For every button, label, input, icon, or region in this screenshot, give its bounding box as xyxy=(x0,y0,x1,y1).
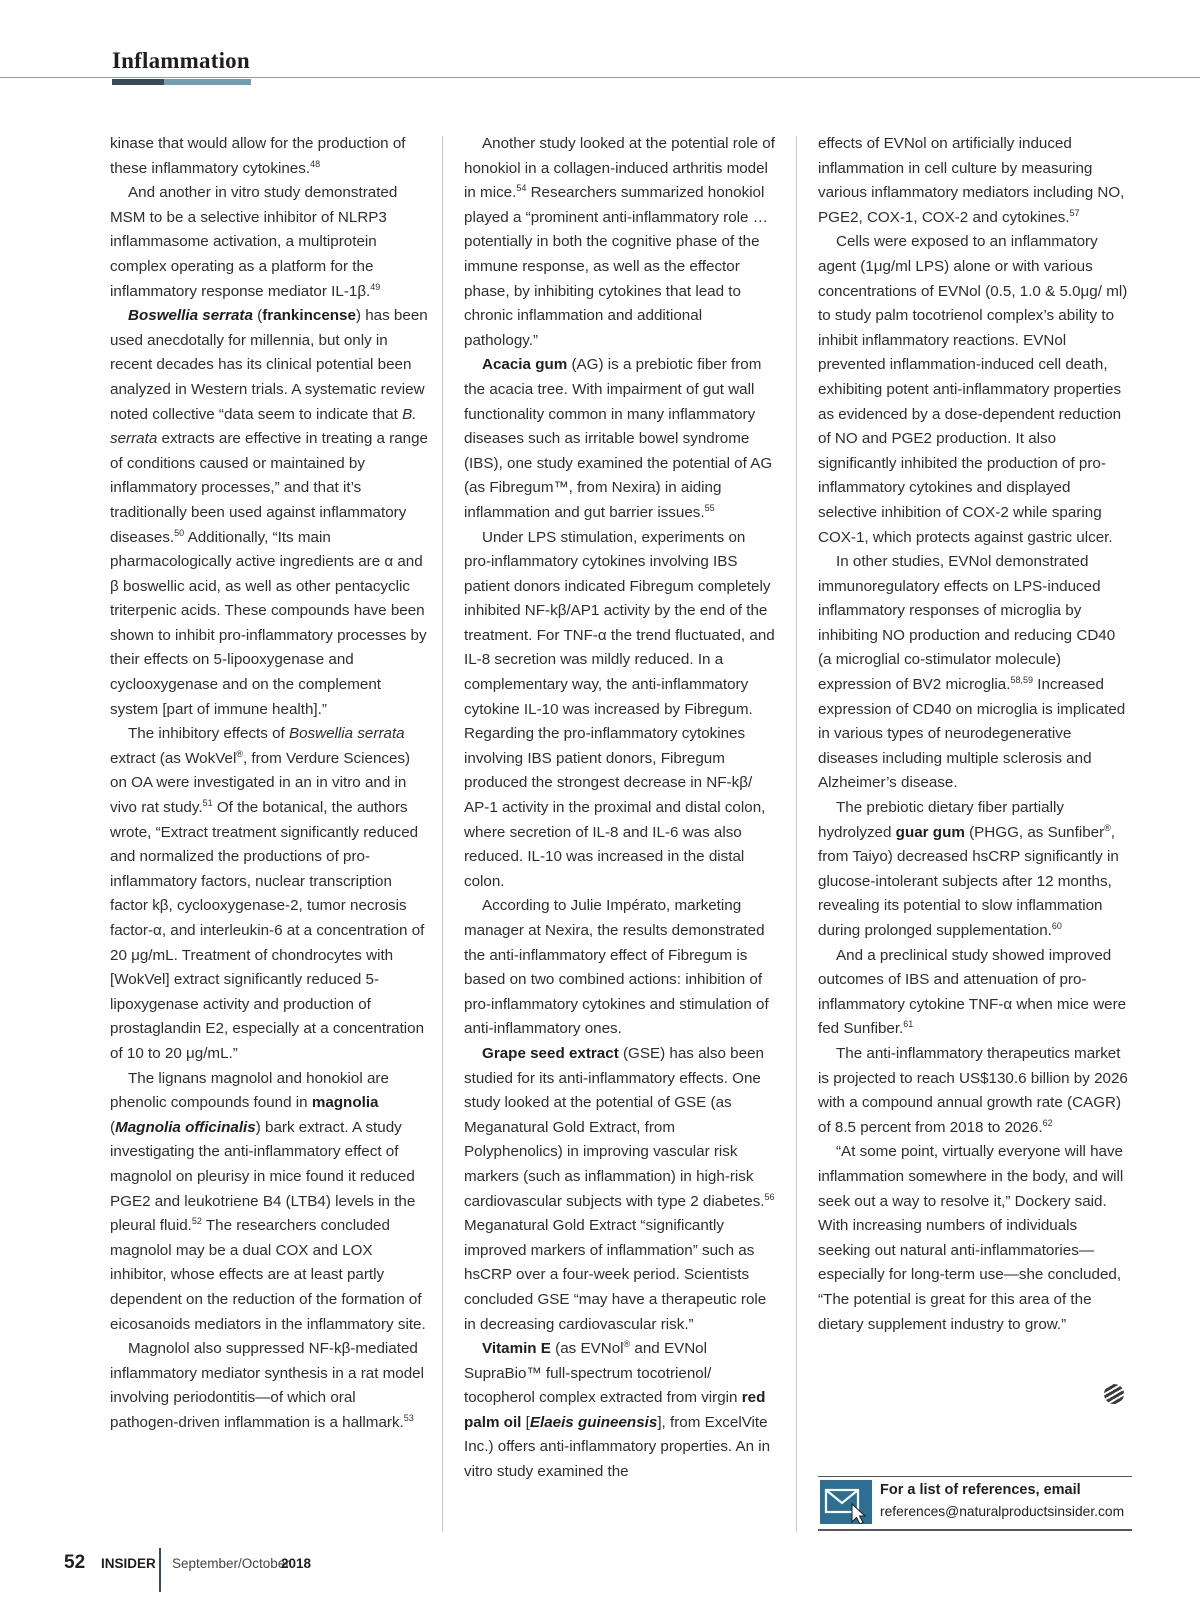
footnote-ref: 57 xyxy=(1069,207,1080,218)
paragraph xyxy=(818,1140,1130,1337)
paragraph-text: effects of EVNol on artificially induced inflammation in cell culture by measuring various inflammatory mediators including NO, PGE2, COX-1, COX-2 and cytokines. xyxy=(818,135,1125,226)
footnote-ref: 54 xyxy=(516,183,527,194)
footnote-ref: 62 xyxy=(1042,1117,1053,1128)
paragraph xyxy=(110,132,428,181)
title-accent-bar-light xyxy=(164,79,251,85)
ingredient-term: magnolia xyxy=(311,1094,379,1112)
reference-email[interactable]: references@naturalproductsinsider.com xyxy=(880,1504,1125,1519)
species-name: Boswellia serrata xyxy=(288,725,405,743)
registered-mark: ® xyxy=(236,748,243,759)
paragraph xyxy=(464,353,776,525)
paragraph xyxy=(464,1042,776,1337)
paragraph-text: Another study looked at the potential role of honokiol in a collagen-induced arthritis model in mice. xyxy=(464,135,775,202)
column-divider xyxy=(796,136,797,1532)
paragraph-text: extract (as WokVel xyxy=(110,749,237,767)
footnote-ref: 56 xyxy=(764,1191,775,1202)
paragraph-text: Of the botanical, the authors wrote, “Extract treatment significantly reduced and normalized the productions of pro-inflammatory factors, nuclear transcription factor kβ, cyclooxygenase-2, tumor necrosis factor-α, and interleukin-6 at a concentration of 20 μg/mL. Treatment of chondrocytes with [WokVel] extract significantly reduced 5-lipoxygenase activity and production of prostaglandin E2, especially at a concentration of 10 to 20 μg/mL.” xyxy=(110,799,425,1062)
paragraph xyxy=(818,1042,1130,1140)
header-rule xyxy=(0,77,1200,78)
paragraph-text: ], from ExcelVite Inc.) offers anti-inflammatory properties. An in vitro study examined the xyxy=(464,1413,771,1481)
footnote-ref: 51 xyxy=(202,797,213,808)
paragraph xyxy=(818,796,1130,944)
paragraph-text: Meganatural Gold Extract “significantly improved markers of inflammation” such as hsCRP over a four-week period. Scientists concluded GSE “may have a therapeutic role in decreasing cardiovascular risk.” xyxy=(464,1217,767,1333)
page-number: 52 xyxy=(64,1552,86,1573)
paragraph-text: (AG) is a prebiotic fiber from the acacia tree. With impairment of gut wall functionality common in many inflammatory diseases such as irritable bowel syndrome (IBS), one study examined the potential of AG (as Fibregum™, from Nexira) in aiding inflammation and gut barrier issues. xyxy=(464,356,773,521)
ingredient-term: Boswellia serrata xyxy=(128,307,253,325)
paragraph-text: In other studies, EVNol demonstrated immunoregulatory effects on LPS-induced inflammatory responses of microglia by inhibiting NO production and reducing CD40 (a microglial co-stimulator molecule) expression of BV2 microglia. xyxy=(818,553,1116,694)
paragraph-text: Cells were exposed to an inflammatory agent (1μg/ml LPS) alone or with various concentrations of EVNol (0.5, 1.0 & 5.0μg/ ml) to study palm tocotrienol complex’s ability to inhibit inflammatory reactions. EVNol prevented inflammation-induced cell death, exhibiting potent anti-inflammatory properties as evidenced by a dose-dependent reduction of NO and PGE2 production. It also significantly inhibited the production of pro-inflammatory cytokines and displayed selective inhibition of COX-2 while sparing COX-1, which protects against gastric ulcer. xyxy=(818,233,1128,546)
paragraph-text: kinase that would allow for the production of these inflammatory cytokines. xyxy=(110,135,406,177)
footnote-ref: 58,59 xyxy=(1010,675,1033,685)
paragraph-text: ( xyxy=(252,307,263,325)
paragraph xyxy=(818,230,1130,550)
paragraph-text: , from Verdure Sciences) on OA were investigated in an in vitro and in vivo rat study. xyxy=(110,749,411,817)
paragraph xyxy=(818,944,1130,1042)
species-name: Elaeis guineensis xyxy=(529,1413,658,1431)
paragraph-text: The lignans magnolol and honokiol are phenolic compounds found in xyxy=(110,1069,389,1112)
callout-line-1: For a list of references, email xyxy=(880,1482,1081,1498)
magazine-name: INSIDER xyxy=(101,1556,156,1571)
paragraph-text: Additionally, “Its main pharmacologically active ingredients are α and β boswellic acid, as well as other pentacyclic triterpenic acids. These compounds have been shown to inhibit pro-inflammatory processes by their effects on 5-lipooxygenase and cyclooxygenase and on the complement system [part of immune health].” xyxy=(110,528,427,718)
paragraph-text: (as EVNol xyxy=(550,1340,624,1358)
text-column-1 xyxy=(110,132,428,1435)
footnote-ref: 52 xyxy=(191,1216,202,1227)
issue-year: 2018 xyxy=(281,1556,312,1571)
registered-mark: ® xyxy=(623,1339,631,1350)
paragraph xyxy=(464,1337,776,1485)
footnote-ref: 50 xyxy=(174,527,185,538)
paragraph-text: , from Taiyo) decreased hsCRP significantly in glucose-intolerant subjects after 12 months, revealing its potential to slow inflammation during prolonged supplementation. xyxy=(818,823,1119,939)
text-column-3 xyxy=(818,132,1130,1337)
footnote-ref: 55 xyxy=(704,502,715,513)
paragraph-text: The anti-inflammatory therapeutics market is projected to reach US$130.6 billion by 2026 with a compound annual growth rate (CAGR) of 8.5 percent from 2018 to 2026. xyxy=(818,1044,1128,1136)
callout-rule-top xyxy=(818,1476,1132,1477)
end-of-article-icon xyxy=(1104,1384,1124,1404)
column-divider xyxy=(442,136,443,1532)
section-title: Inflammation xyxy=(112,48,250,73)
footnote-ref: 60 xyxy=(1051,920,1062,931)
paragraph-text: ( xyxy=(110,1118,116,1136)
paragraph-text: and EVNol SupraBio™ full-spectrum tocotrienol/ tocopherol complex extracted from virgin xyxy=(464,1340,742,1407)
footnote-ref: 48 xyxy=(310,158,321,169)
paragraph-text: According to Julie Impérato, marketing manager at Nexira, the results demonstrated the anti-inflammatory effect of Fibregum is based on two combined actions: inhibition of pro-inflammatory cytokines and stimulation of anti-inflammatory ones. xyxy=(464,897,769,1038)
paragraph xyxy=(818,550,1130,796)
paragraph xyxy=(110,181,428,304)
footnote-ref: 49 xyxy=(370,281,381,292)
paragraph-text: (GSE) has also been studied for its anti-inflammatory effects. One study looked at the potential of GSE (as Meganatural Gold Extract, from Polyphenolics) in improving vascular risk markers (such as inflammation) in high-risk cardiovascular subjects with type 2 diabetes. xyxy=(464,1044,765,1210)
paragraph-text: The inhibitory effects of xyxy=(128,725,289,743)
title-accent-bar-dark xyxy=(112,79,164,85)
callout-rule-bottom xyxy=(818,1529,1132,1531)
species-name: Magnolia officinalis xyxy=(115,1118,256,1136)
ingredient-term: Vitamin E xyxy=(482,1340,551,1358)
paragraph xyxy=(110,722,428,1066)
species-name: B. serrata xyxy=(110,405,417,448)
references-callout xyxy=(818,1476,1132,1532)
text-column-2 xyxy=(464,132,776,1485)
paragraph-text: And another in vitro study demonstrated MSM to be a selective inhibitor of NLRP3 inflammasome activation, a multiprotein complex operating as a platform for the inflammatory response mediator IL-1β. xyxy=(110,184,398,300)
ingredient-term: frankincense xyxy=(262,307,356,325)
issue-label: September/October xyxy=(172,1556,290,1571)
footnote-ref: 53 xyxy=(403,1412,414,1423)
paragraph-text: ) bark extract. A study investigating the anti-inflammatory effect of magnolol on pleurisy in mice found it reduced PGE2 and leukotriene B4 (LTB4) levels in the pleural fluid. xyxy=(110,1118,416,1235)
paragraph-text: Increased expression of CD40 on microglia is implicated in various types of neurodegenerative diseases including multiple sclerosis and Alzheimer’s disease. xyxy=(818,676,1126,792)
paragraph-text: Magnolol also suppressed NF-kβ-mediated inflammatory mediator synthesis in a rat model involving periodontitis—of which oral pathogen-driven inflammation is a hallmark. xyxy=(110,1340,424,1431)
paragraph-text: (PHGG, as Sunfiber xyxy=(964,823,1105,841)
paragraph-text: Under LPS stimulation, experiments on pro-inflammatory cytokines involving IBS patient donors indicated Fibregum completely inhibited NF-kβ/AP1 activity by the end of the treatment. For TNF-α the trend fluctuated, and IL-8 secretion was mildly reduced. In a complementary way, the anti-inflammatory cytokine IL-10 was increased by Fibregum. Regarding the pro-inflammatory cytokines involving IBS patient donors, Fibregum produced the strongest decrease in NF-kβ/ AP-1 activity in the proximal and distal colon, where secretion of IL-8 and IL-6 was also reduced. IL-10 was increased in the distal colon. xyxy=(464,528,775,890)
paragraph-text: The prebiotic dietary fiber partially hydrolyzed xyxy=(818,799,1064,841)
paragraph-text: ) has been used anecdotally for millennia, but only in recent decades has its clinical potential been analyzed in Western trials. A systematic review noted collective “data seem to indicate that xyxy=(110,307,428,423)
registered-mark: ® xyxy=(1104,822,1111,833)
paragraph-text: extracts are effective in treating a range of conditions caused or maintained by inflammatory processes,” and that it’s traditionally been used against inflammatory diseases. xyxy=(110,430,428,546)
ingredient-term: Grape seed extract xyxy=(482,1044,619,1062)
paragraph xyxy=(464,894,776,1042)
ingredient-term: Acacia gum xyxy=(482,356,568,374)
paragraph xyxy=(110,1337,428,1435)
envelope-cursor-icon xyxy=(820,1480,872,1524)
paragraph-text: The researchers concluded magnolol may be a dual COX and LOX inhibitor, whose effects are at least partly dependent on the reduction of the formation of eicosanoids mediators in the inflammatory site. xyxy=(110,1217,426,1333)
paragraph-text: And a preclinical study showed improved outcomes of IBS and attenuation of pro-inflammatory cytokine TNF-α when mice were fed Sunfiber. xyxy=(818,946,1127,1038)
paragraph-text: “At some point, virtually everyone will have inflammation somewhere in the body, and will seek out a way to resolve it,” Dockery said. With increasing numbers of individuals seeking out natural anti-inflammatories—especially for long-term use—she concluded, “The potential is great for this area of the dietary supplement industry to grow.” xyxy=(818,1143,1124,1333)
paragraph xyxy=(110,1067,428,1338)
ingredient-term: guar gum xyxy=(895,823,965,841)
page-footer xyxy=(0,1548,600,1596)
paragraph xyxy=(464,526,776,895)
ingredient-term: red palm oil xyxy=(464,1389,766,1431)
paragraph xyxy=(818,132,1130,230)
footnote-ref: 61 xyxy=(903,1019,914,1030)
paragraph-text: [ xyxy=(521,1413,530,1431)
paragraph xyxy=(110,304,428,722)
paragraph xyxy=(464,132,776,353)
footer-divider xyxy=(159,1548,161,1592)
paragraph-text: Researchers summarized honokiol played a “prominent anti-inflammatory role … potentially in both the cognitive phase of the immune response, as well as the effector phase, by inhibiting cytokines that lead to chronic inflammation and additional pathology.” xyxy=(464,184,768,349)
